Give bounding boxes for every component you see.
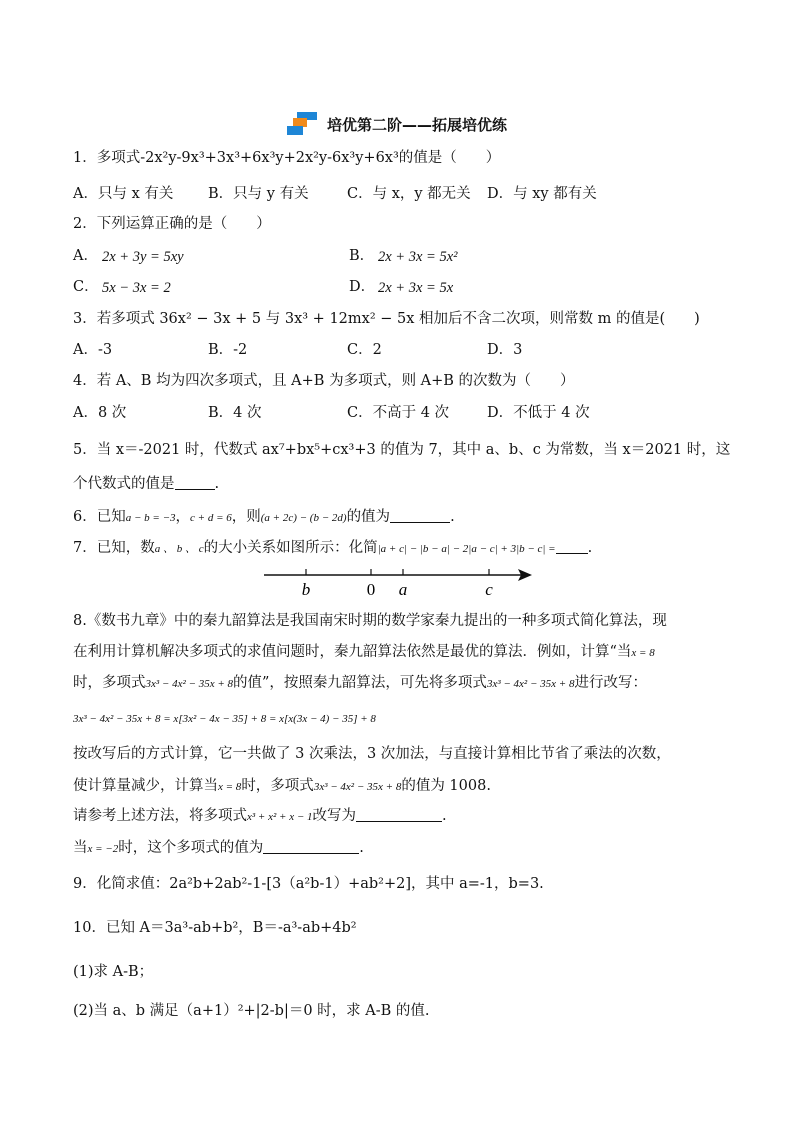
q8-polynomial-new: x³ + x² + x − 1	[247, 811, 313, 823]
q2-option-b: 2x + 3x = 5x²	[378, 249, 458, 265]
q8-line8: 当x = −2时，这个多项式的值为 .	[73, 840, 364, 856]
q6-expression: (a + 2c) − (b − 2d)	[260, 512, 347, 524]
q7-line: 7．已知，数a 、 b 、 c的大小关系如图所示：化简|a + c| − |b − a| − 2|a − c| + 3|b − c| = .	[73, 540, 593, 556]
q6-middle: ，则	[231, 509, 261, 525]
q5-line2-text: 个代数式的值是	[73, 476, 175, 492]
q6-suffix: 的值为	[346, 509, 391, 525]
q8-line3-text-c: 进行改写：	[574, 675, 647, 691]
q4-option-a: A．8 次	[73, 405, 127, 421]
label-0: 0	[366, 580, 376, 598]
q4-stem: 4．若 A、B 均为四次多项式，且 A+B 为多项式，则 A+B 的次数为（ ）	[73, 373, 575, 389]
q1-option-d: D．与 xy 都有关	[487, 186, 597, 202]
q3-stem: 3．若多项式 36x² − 3x + 5 与 3x³ + 12mx² − 5x 相加后不含二次项，则常数 m 的值是( )	[73, 311, 700, 327]
q5-line2: 个代数式的值是 .	[73, 476, 220, 492]
q2-option-d: 2x + 3x = 5x	[378, 280, 454, 296]
q2-option-a-label: A．	[73, 248, 98, 264]
q8-line8-text-a: 当	[73, 840, 88, 856]
q8-line6-text-c: 的值为 1008.	[401, 778, 491, 794]
q8-polynomial-repeat: 3x³ − 4x² − 35x + 8	[486, 678, 575, 690]
q10-sub2: (2)当 a、b 满足（a+1）²+|2-b|＝0 时，求 A-B 的值.	[73, 1003, 430, 1019]
page-title: 培优第二阶——拓展培优练	[326, 115, 507, 134]
label-c: c	[485, 580, 493, 598]
q8-line7-text-a: 请参考上述方法，将多项式	[73, 808, 247, 824]
answer-blank	[556, 539, 588, 554]
q8-line5: 按改写后的方式计算，它一共做了 3 次乘法，3 次加法，与直接计算相比节省了乘法的次数，	[73, 746, 671, 762]
q7-expression: |a + c| − |b − a| − 2|a − c| + 3|b − c| =	[377, 543, 556, 555]
header	[0, 112, 794, 140]
q8-x-value-3: x = −2	[87, 843, 119, 855]
q2-option-c: 5x − 3x = 2	[102, 280, 171, 296]
q2-option-c-label: C．	[73, 279, 99, 295]
q4-option-b: B．4 次	[208, 405, 262, 421]
q1-option-c: C．与 x，y 都无关	[347, 186, 471, 202]
q6-prefix: 6．已知	[73, 509, 126, 525]
q8-line3	[73, 673, 647, 694]
q8-polynomial: 3x³ − 4x² − 35x + 8	[145, 678, 234, 690]
q1-stem: 1．多项式-2x²y-9x³+3x³+6x³y+2x²y-6x³y+6x³的值是（ ）	[73, 150, 501, 166]
q2-option-a: 2x + 3y = 5xy	[102, 249, 184, 265]
q2-option-d-label: D．	[349, 279, 376, 295]
q4-option-d: D．不低于 4 次	[487, 405, 590, 421]
q8-x-value-2: x = 8	[218, 781, 242, 793]
q8-line7-text-b: 改写为	[312, 808, 357, 824]
q8-line3-text-b: 的值”，按照秦九韶算法，可先将多项式	[233, 675, 487, 691]
q6-condition-2: c + d = 6	[190, 512, 232, 524]
q8-line6-text-a: 使计算量减少，计算当	[73, 778, 218, 794]
q8-line7: 请参考上述方法，将多项式x³ + x² + x − 1改写为 .	[73, 808, 447, 824]
q8-line8-text-b: 时，这个多项式的值为	[118, 840, 264, 856]
q3-option-d: D．3	[487, 342, 523, 358]
q8-rewrite-formula: 3x³ − 4x² − 35x + 8 = x[3x² − 4x − 35] + 8 = x[x(3x − 4) − 35] + 8	[73, 713, 376, 725]
q9-text: 9．化简求值：2a²b+2ab²-1-[3（a²b-1）+ab²+2]，其中 a=-1，b=3.	[73, 876, 544, 892]
number-line-diagram	[260, 548, 540, 598]
logo-icon	[287, 112, 319, 136]
label-a: a	[398, 580, 408, 598]
q6-condition-1: a − b = −3	[125, 512, 176, 524]
q1-option-a: A．只与 x 有关	[73, 186, 174, 202]
q8-line2	[73, 642, 655, 663]
q8-line1: 8.《数书九章》中的秦九韶算法是我国南宋时期的数学家秦九提出的一种多项式简化算法，现	[73, 613, 667, 629]
q4-option-c: C．不高于 4 次	[347, 405, 450, 421]
q3-option-a: A．-3	[73, 342, 113, 358]
answer-blank	[263, 839, 359, 854]
q8-line3-text-a: 时，多项式	[73, 675, 146, 691]
answer-blank	[356, 807, 442, 822]
q6-line: 6．已知a − b = −3，c + d = 6，则(a + 2c) − (b − 2d)的值为 .	[73, 509, 455, 525]
q10-sub1: (1)求 A-B；	[73, 964, 154, 980]
q7-vars: a 、 b 、 c	[154, 543, 204, 555]
q3-option-b: B．-2	[208, 342, 248, 358]
q8-x-value: x = 8	[631, 647, 655, 659]
answer-blank	[175, 475, 215, 490]
q2-stem: 2．下列运算正确的是（ ）	[73, 216, 271, 232]
q5-line1: 5．当 x＝-2021 时，代数式 ax⁷+bx⁵+cx³+3 的值为 7，其中 a、b、c 为常数，当 x＝2021 时，这	[73, 442, 731, 458]
q10-line1: 10．已知 A＝3a³-ab+b²，B＝-a³-ab+4b²	[73, 920, 357, 936]
q8-line6-text-b: 时，多项式	[241, 778, 314, 794]
label-b: b	[301, 580, 311, 598]
q1-option-b: B．只与 y 有关	[208, 186, 309, 202]
q7-middle: 的大小关系如图所示：化简	[203, 540, 378, 556]
q8-polynomial-3: 3x³ − 4x² − 35x + 8	[313, 781, 402, 793]
q3-option-c: C．2	[347, 342, 382, 358]
q8-line2-text: 在利用计算机解决多项式的求值问题时，秦九韶算法依然是最优的算法．例如，计算“当	[73, 644, 632, 660]
q7-prefix: 7．已知，数	[73, 540, 155, 556]
q8-line6	[73, 776, 491, 797]
answer-blank	[390, 508, 450, 523]
q2-option-b-label: B．	[349, 248, 375, 264]
